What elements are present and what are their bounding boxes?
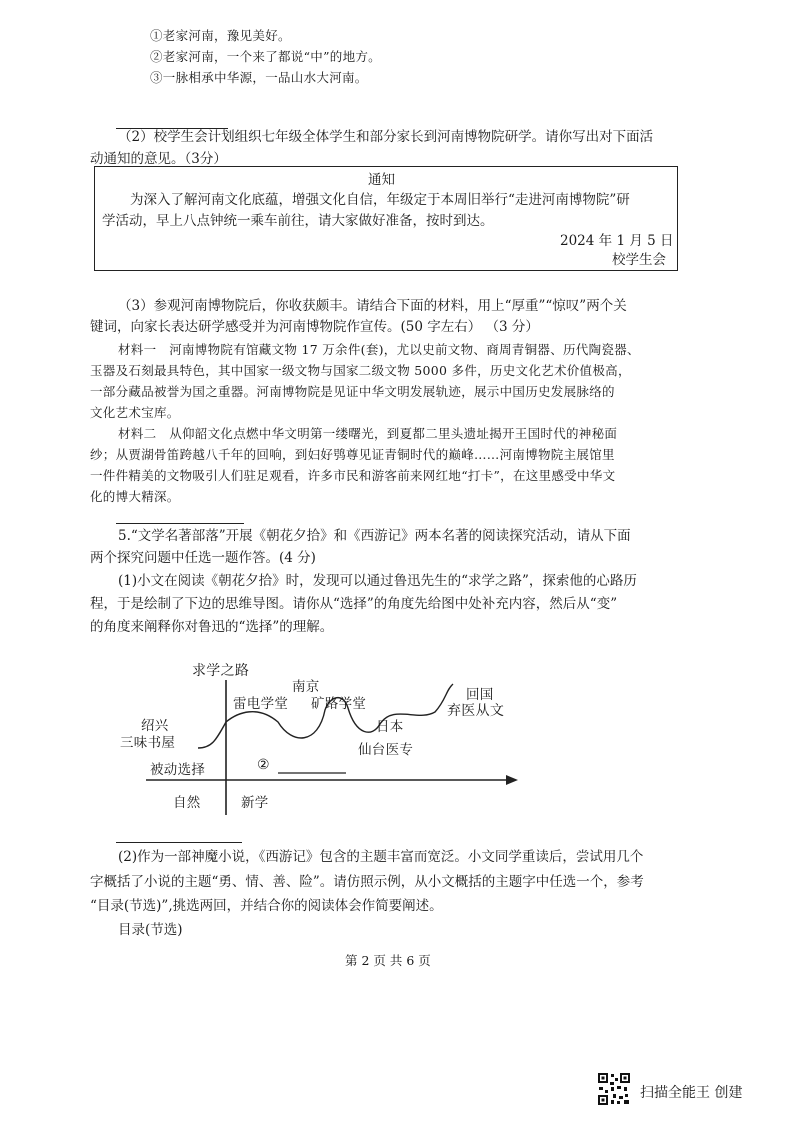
question-2-text-cont: 动通知的意见。（3分） [90, 151, 227, 167]
scanner-brand-label: 扫描全能王 创建 [640, 1085, 743, 1101]
material-2-line-4: 化的博大精深。 [90, 489, 180, 504]
material-1-line-1: 材料一 河南博物院有馆藏文物 17 万余件(套)，尤以史前文物、商周青铜器、历代陶瓷器、 [118, 342, 640, 357]
mindmap-blank-number: ② [257, 757, 270, 773]
material-1-line-3: 一部分藏品被誉为国之重器。河南博物院是见证中华文明发展轨迹，展示中国历史发展脉络的 [90, 384, 615, 399]
mindmap-label-qiyi: 弃医从文 [447, 703, 505, 719]
notice-body-line-1: 为深入了解河南文化底蕴，增强文化自信，年级定于本周旧举行“走进河南博物院”研 [130, 192, 630, 208]
question-3-text-cont: 键词，向家长表达研学感受并为河南博物院作宣传。(50 字左右） （3 分） [90, 319, 539, 335]
question-3-text: （3）参观河南博物院后，你收获颇丰。请结合下面的材料，用上“厚重”“惊叹”两个关 [118, 298, 627, 314]
mindmap-label-riben: 日本 [376, 719, 404, 735]
mindmap-label-xiantai: 仙台医专 [358, 742, 414, 758]
mindmap-label-ziran: 自然 [173, 795, 201, 811]
mindmap-label-shaoxing: 绍兴 [141, 718, 169, 734]
notice-signer: 校学生会 [612, 252, 666, 268]
toc-label: 目录(节选) [118, 922, 183, 938]
option-2: ②老家河南，一个来了都说“中”的地方。 [150, 49, 381, 64]
mindmap-label-sanwei: 三味书屋 [120, 735, 176, 751]
answer-blank-line [116, 523, 244, 524]
material-2-line-3: 一件件精美的文物吸引人们驻足观看，许多市民和游客前来网红地“打卡”，在这里感受中华文 [90, 468, 616, 483]
mindmap-label-huiguo: 回国 [466, 687, 494, 703]
mindmap-label-leidian: 雷电学堂 [233, 696, 289, 712]
question-5-2-line-3: “目录(节选)”,挑选两回，并结合你的阅读体会作简要阐述。 [90, 898, 443, 914]
question-5-1-line-2: 程，于是绘制了下边的思维导图。请你从“选择”的角度先给图中处补充内容，然后从“变” [90, 596, 618, 612]
question-5-2-line-1: (2)作为一部神魔小说，《西游记》包含的主题丰富而宽泛。小文同学重读后，尝试用几个 [118, 849, 644, 865]
page-number: 第 2 页 共 6 页 [345, 953, 431, 968]
option-1: ①老家河南，豫见美好。 [150, 28, 291, 43]
material-2-line-2: 纱；从贾湖骨笛跨越八千年的回响，到妇好鸮尊见证青铜时代的巅峰……河南博物院主展馆里 [90, 447, 615, 462]
question-5-text-cont: 两个探究问题中任选一题作答。(4 分) [90, 550, 316, 566]
notice-date: 2024 年 1 月 5 日 [560, 233, 674, 249]
mindmap-label-nanjing: 南京 [292, 679, 320, 695]
question-2-text: （2）校学生会计划组织七年级全体学生和部分家长到河南博物院研学。请你写出对下面活 [118, 129, 654, 145]
notice-title: 通知 [368, 172, 395, 188]
material-1-line-2: 玉器及石刻最具特色，其中国家一级文物与国家二级文物 5000 多件，历史文化艺术价值极高， [90, 363, 631, 378]
material-1-line-4: 文化艺术宝库。 [90, 405, 180, 420]
question-5-text: 5.“文学名著部落”开展《朝花夕拾》和《西游记》两本名著的阅读探究活动，请从下面 [118, 528, 631, 544]
option-3: ③一脉相承中华源，一品山水大河南。 [150, 70, 368, 85]
mindmap-label-kuanglu: 矿路学堂 [311, 696, 367, 712]
question-5-1-line-3: 的角度来阐释你对鲁迅的“选择”的理解。 [90, 619, 334, 635]
answer-blank-line [116, 842, 242, 843]
mindmap-label-xinxue: 新学 [241, 795, 269, 811]
mindmap-label-beidong: 被动选择 [150, 762, 206, 778]
qr-code-icon [597, 1072, 631, 1106]
mindmap-arrow-head [506, 775, 518, 785]
material-2-line-1: 材料二 从仰韶文化点燃中华文明第一缕曙光，到夏都二里头遗址揭开王国时代的神秘面 [118, 426, 618, 441]
notice-body-line-2: 学活动，早上八点钟统一乘车前往，请大家做好准备，按时到达。 [102, 213, 494, 229]
question-5-2-line-2: 字概括了小说的主题“勇、情、善、险”。请仿照示例，从小文概括的主题字中任选一个，参考 [90, 874, 644, 890]
mindmap-title: 求学之路 [192, 663, 250, 679]
question-5-1-line-1: (1)小文在阅读《朝花夕拾》时，发现可以通过鲁迅先生的“求学之路”，探索他的心路历 [118, 573, 637, 589]
